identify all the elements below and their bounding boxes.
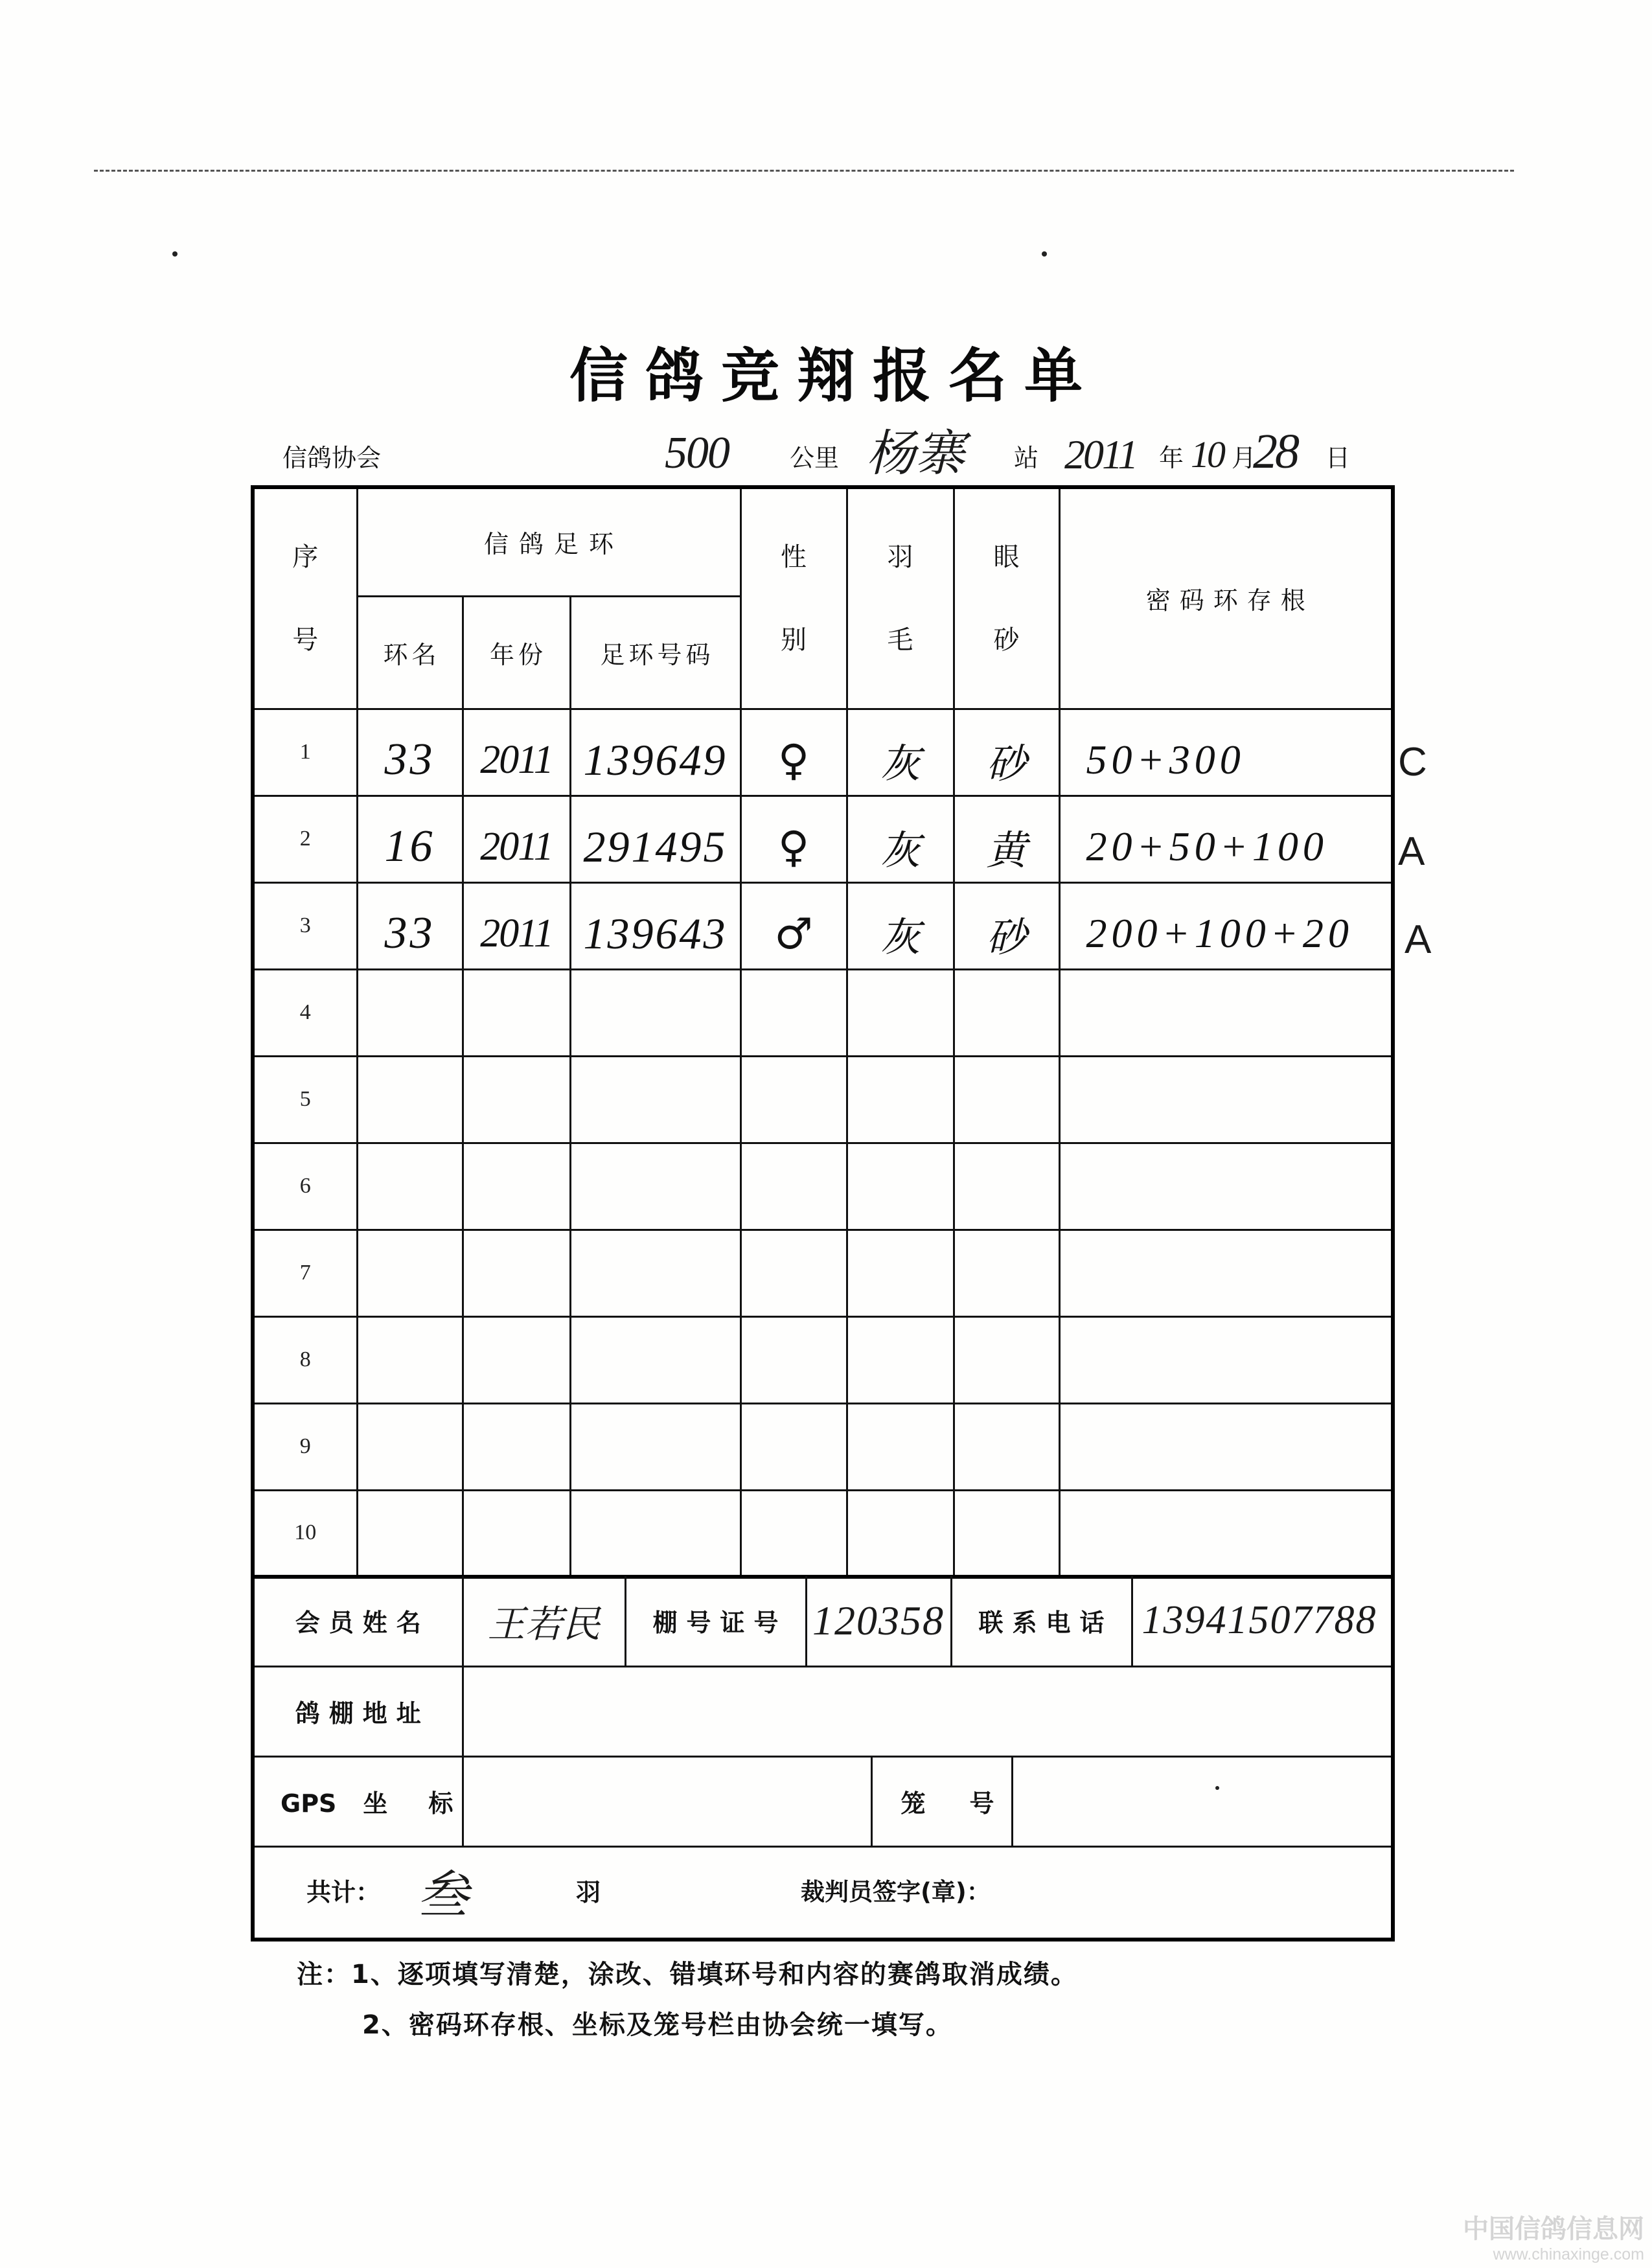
phone-value: 13941507788 xyxy=(1132,1576,1393,1666)
table-row xyxy=(253,1143,1393,1230)
address-row xyxy=(253,1666,1393,1756)
sex-cell xyxy=(740,1490,847,1577)
ring-name-cell xyxy=(357,1490,463,1577)
ring-number-cell xyxy=(570,1230,740,1316)
grade-mark: A xyxy=(1398,829,1425,874)
stub-cell xyxy=(1059,969,1393,1056)
cage-number-label: 笼号 xyxy=(871,1756,1012,1846)
table-row xyxy=(253,796,1393,882)
cage-number-value xyxy=(1012,1756,1393,1846)
form-title: 信鸽竞翔报名单 xyxy=(569,341,1100,410)
ring-name-cell xyxy=(357,1056,463,1143)
eye-cell xyxy=(954,1403,1059,1490)
total-row xyxy=(253,1846,1393,1940)
ring-name-cell xyxy=(357,969,463,1056)
total-label: 共计： xyxy=(306,1877,381,1907)
watermark-url: www.chinaxinge.com xyxy=(1493,2245,1644,2263)
stub-cell xyxy=(1059,1143,1393,1230)
stub-cell xyxy=(1059,1056,1393,1143)
sex-cell xyxy=(740,1056,847,1143)
eye-cell xyxy=(954,1316,1059,1403)
scan-fold-line xyxy=(94,170,1514,172)
feather-cell: 灰 xyxy=(847,796,954,882)
sex-cell xyxy=(740,1403,847,1490)
ring-name-cell: 33 xyxy=(357,882,463,969)
ring-name-cell xyxy=(357,1143,463,1230)
ring-number-cell: 139643 xyxy=(570,882,740,969)
gps-row xyxy=(253,1756,1393,1846)
station-value: 杨寨 xyxy=(866,424,965,482)
stub-cell xyxy=(1059,1490,1393,1577)
ring-year-cell xyxy=(463,1316,570,1403)
header-ring-year: 年份 xyxy=(463,596,570,709)
sex-cell: ♂ xyxy=(740,882,847,969)
loft-id-value: 120358 xyxy=(806,1576,951,1666)
member-name-value: 王若民 xyxy=(463,1576,625,1666)
member-info-table xyxy=(251,1576,1395,1942)
day-suffix: 日 xyxy=(1325,444,1351,472)
ring-year-cell xyxy=(463,1056,570,1143)
grade-mark: A xyxy=(1405,917,1432,962)
table-row xyxy=(253,1316,1393,1403)
ring-year-cell xyxy=(463,969,570,1056)
referee-signature-label: 裁判员签字(章)： xyxy=(801,1877,991,1906)
row-number: 1 xyxy=(253,709,357,796)
stub-cell xyxy=(1059,1230,1393,1316)
feather-cell: 灰 xyxy=(847,882,954,969)
table-row xyxy=(253,709,1393,796)
header-feather xyxy=(847,487,954,709)
stub-cell: 200+100+20 xyxy=(1059,882,1393,969)
ring-number-cell xyxy=(570,1316,740,1403)
row-number: 9 xyxy=(253,1403,357,1490)
sex-cell: ♀ xyxy=(740,709,847,796)
note-line-1: 注：1、逐项填写清楚，涂改、错填环号和内容的赛鸽取消成绩。 xyxy=(297,1960,1078,1989)
row-number: 6 xyxy=(253,1143,357,1230)
header-seq xyxy=(253,487,357,709)
table-header-row xyxy=(253,487,1393,596)
header-ring-number: 足环号码 xyxy=(570,596,740,709)
ring-number-cell xyxy=(570,1490,740,1577)
grade-mark: C xyxy=(1398,740,1427,785)
table-row xyxy=(253,969,1393,1056)
feather-cell xyxy=(847,1143,954,1230)
header-ring-name: 环名 xyxy=(357,596,463,709)
header-sex-label: 性别 xyxy=(781,542,807,655)
feather-cell xyxy=(847,1316,954,1403)
table-row xyxy=(253,1056,1393,1143)
eye-cell xyxy=(954,1230,1059,1316)
sex-cell xyxy=(740,1143,847,1230)
watermark-site-name: 中国信鸽信息网 xyxy=(1463,2214,1644,2244)
note-line-2: 2、密码环存根、坐标及笼号栏由协会统一填写。 xyxy=(362,2010,953,2040)
ring-name-cell: 16 xyxy=(357,796,463,882)
ring-year-cell xyxy=(463,1403,570,1490)
eye-cell xyxy=(954,1490,1059,1577)
eye-cell xyxy=(954,1143,1059,1230)
row-number: 4 xyxy=(253,969,357,1056)
scan-speck xyxy=(1042,251,1047,257)
row-number: 5 xyxy=(253,1056,357,1143)
ring-number-cell xyxy=(570,1403,740,1490)
gps-value xyxy=(463,1756,871,1846)
row-number: 2 xyxy=(253,796,357,882)
table-row xyxy=(253,1403,1393,1490)
year-suffix: 年 xyxy=(1159,444,1184,472)
header-ring-group: 信鸽足环 xyxy=(357,487,740,596)
ring-year-cell xyxy=(463,1143,570,1230)
feather-cell xyxy=(847,1230,954,1316)
table-row xyxy=(253,882,1393,969)
station-suffix: 站 xyxy=(1014,444,1039,472)
stub-cell: 50+300 xyxy=(1059,709,1393,796)
header-seq-label: 序号 xyxy=(292,542,319,655)
member-row xyxy=(253,1576,1393,1666)
row-number: 10 xyxy=(253,1490,357,1577)
gps-label-prefix: GPS xyxy=(281,1789,337,1818)
sex-cell xyxy=(740,1316,847,1403)
eye-cell: 砂 xyxy=(954,709,1059,796)
ring-number-cell xyxy=(570,1143,740,1230)
table-row xyxy=(253,1490,1393,1577)
eye-cell: 砂 xyxy=(954,882,1059,969)
ring-name-cell: 33 xyxy=(357,709,463,796)
association-label: 信鸽协会 xyxy=(282,444,382,472)
loft-address-label: 鸽棚地址 xyxy=(253,1666,463,1756)
ring-name-cell xyxy=(357,1316,463,1403)
distance-value: 500 xyxy=(665,428,729,478)
loft-id-label: 棚号证号 xyxy=(625,1576,806,1666)
eye-cell: 黄 xyxy=(954,796,1059,882)
header-feather-label: 羽毛 xyxy=(887,542,913,655)
sex-cell xyxy=(740,1230,847,1316)
ring-number-cell xyxy=(570,969,740,1056)
scan-speck xyxy=(1215,1786,1219,1790)
loft-address-value xyxy=(463,1666,1393,1756)
header-eye xyxy=(954,487,1059,709)
feather-cell: 灰 xyxy=(847,709,954,796)
gps-label xyxy=(253,1756,494,1846)
ring-year-cell xyxy=(463,1230,570,1316)
total-cell xyxy=(253,1846,1393,1940)
stub-cell xyxy=(1059,1316,1393,1403)
header-eye-label: 眼砂 xyxy=(993,542,1020,655)
eye-cell xyxy=(954,1056,1059,1143)
month-value: 10 xyxy=(1191,433,1223,475)
eye-cell xyxy=(954,969,1059,1056)
member-name-label: 会员姓名 xyxy=(253,1576,463,1666)
ring-number-cell: 139649 xyxy=(570,709,740,796)
ring-name-cell xyxy=(357,1403,463,1490)
ring-year-cell: 2011 xyxy=(463,796,570,882)
day-value: 28 xyxy=(1253,424,1297,479)
feather-cell xyxy=(847,1403,954,1490)
total-content xyxy=(255,1848,1391,1938)
phone-label: 联系电话 xyxy=(951,1576,1132,1666)
distance-unit: 公里 xyxy=(790,444,840,472)
stub-cell xyxy=(1059,1403,1393,1490)
sex-cell: ♀ xyxy=(740,796,847,882)
sex-cell xyxy=(740,969,847,1056)
gps-label-text: 坐标 xyxy=(363,1789,494,1818)
year-value: 2011 xyxy=(1064,431,1137,477)
row-number: 3 xyxy=(253,882,357,969)
entry-table xyxy=(251,485,1395,1579)
feather-cell xyxy=(847,1056,954,1143)
ring-year-cell xyxy=(463,1490,570,1577)
scan-speck xyxy=(172,251,178,257)
row-number: 8 xyxy=(253,1316,357,1403)
feather-cell xyxy=(847,969,954,1056)
ring-name-cell xyxy=(357,1230,463,1316)
ring-number-cell: 291495 xyxy=(570,796,740,882)
stub-cell: 20+50+100 xyxy=(1059,796,1393,882)
total-unit: 羽 xyxy=(576,1877,601,1907)
total-count: 叁 xyxy=(417,1864,468,1925)
ring-year-cell: 2011 xyxy=(463,709,570,796)
ring-number-cell xyxy=(570,1056,740,1143)
table-row xyxy=(253,1230,1393,1316)
ring-year-cell: 2011 xyxy=(463,882,570,969)
header-sex xyxy=(740,487,847,709)
feather-cell xyxy=(847,1490,954,1577)
header-stub: 密码环存根 xyxy=(1059,487,1393,709)
month-suffix: 月 xyxy=(1232,444,1257,472)
row-number: 7 xyxy=(253,1230,357,1316)
